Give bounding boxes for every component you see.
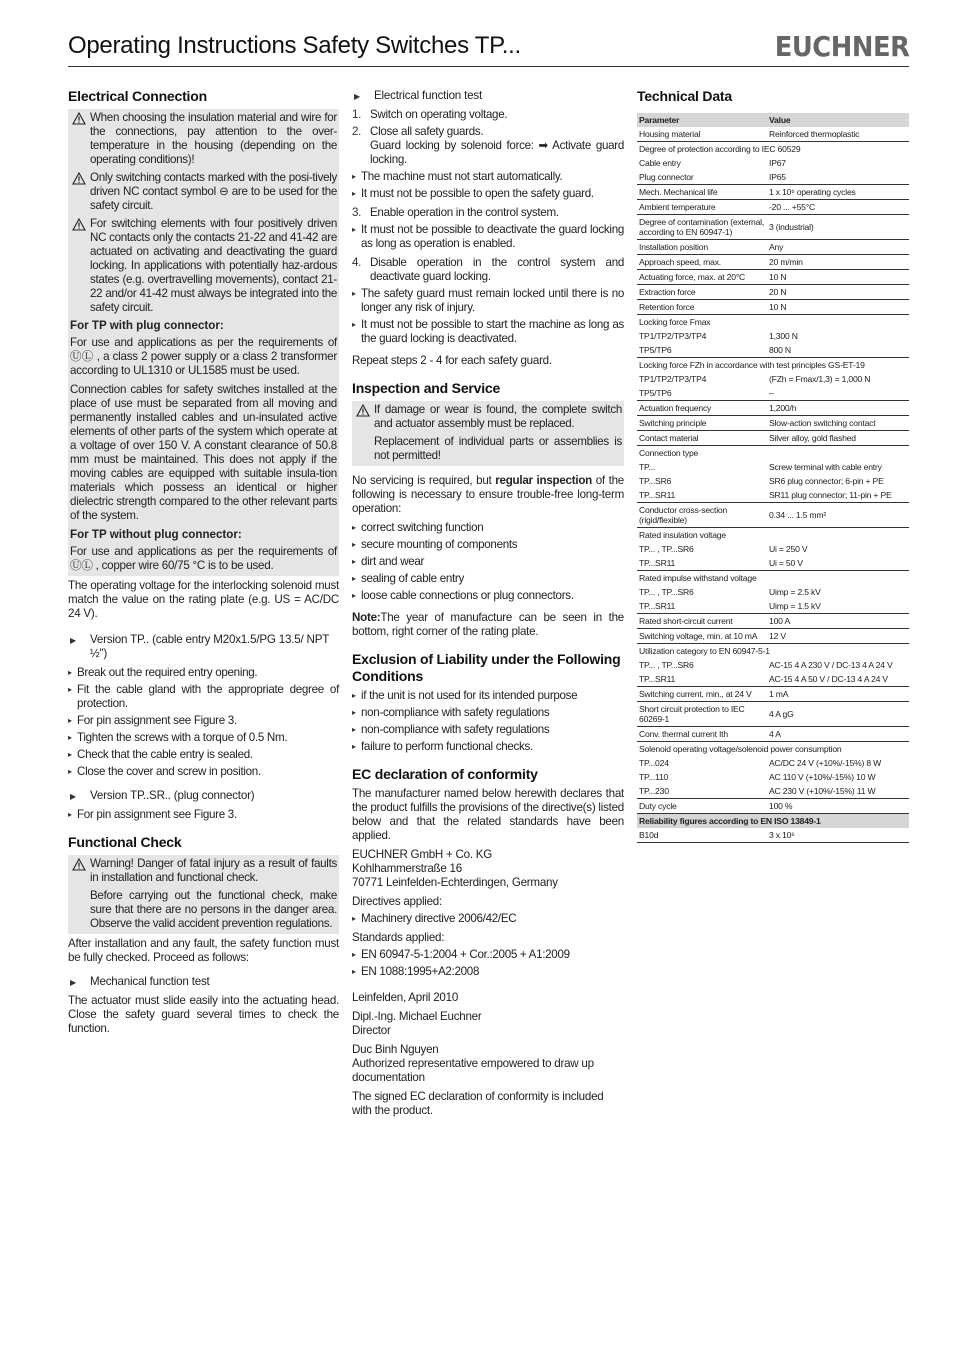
table-row	[637, 503, 909, 528]
warning-icon	[356, 404, 370, 417]
table-cell-parameter: TP...110	[639, 772, 669, 782]
table-cell-parameter: Degree of contamination (external, according to EN 60947-1)	[637, 215, 767, 240]
table-row	[637, 799, 909, 814]
list-item: ▸ correct switching function	[352, 521, 624, 535]
table-cell-value: Ui = 50 V	[767, 556, 909, 571]
address-line: Kohlhammerstraße 16	[352, 862, 462, 875]
table-cell-value: AC/DC 24 V (+10%/-15%) 8 W	[769, 758, 882, 768]
table-cell-value: 4 A	[767, 727, 909, 742]
technical-data-heading: Technical Data	[637, 88, 732, 104]
step-text: Close all safety guards.	[370, 125, 484, 138]
table-cell-value: (FZh = Fmax/1,3) = 1,000 N	[769, 374, 871, 384]
warning-note	[70, 217, 337, 315]
table-cell-value: Slow-action switching contact	[767, 416, 909, 431]
table-cell-value: Any	[767, 240, 909, 255]
table-cell-parameter: TP... , TP...SR6	[639, 587, 694, 597]
table-cell-parameter: Extraction force	[637, 285, 767, 300]
electrical-test-steps-4	[352, 256, 624, 284]
inspection-paragraph	[352, 474, 624, 516]
table-cell-value: 800 N	[767, 343, 909, 358]
standards-label: Standards applied:	[352, 931, 445, 944]
electrical-test-checks-1	[352, 170, 624, 201]
version-plug-connector: ▶ Version TP..SR.. (plug connector)	[68, 789, 339, 803]
list-item: ▸ Close the cover and screw in position.	[68, 765, 339, 779]
note-text: The year of manufacture can be seen in the bottom, right corner of the rating plate.	[352, 611, 624, 638]
table-group-cell: Connection type	[639, 448, 699, 458]
no-plug-paragraph: For use and applications as per the requirements of ⓊⓁ , copper wire 60/75 °C is to be used.	[70, 545, 337, 572]
table-cell-value: Ui = 250 V	[769, 544, 808, 554]
table-cell-value: -20 ... +55°C	[767, 200, 909, 215]
list-item: ▸ It must not be possible to deactivate the guard locking as long as operation is enabled.	[352, 223, 624, 251]
table-row	[637, 542, 909, 556]
warning-note	[70, 171, 337, 213]
warning-text: Replacement of individual parts or assemblies is not permitted!	[374, 435, 622, 462]
table-cell-value: AC-15 4 A 50 V / DC-13 4 A 24 V	[767, 672, 909, 687]
operating-voltage-paragraph: The operating voltage for the interlocking solenoid must match the value on the rating plate (e.g. US = AC/DC 24 V).	[68, 579, 339, 620]
table-cell-parameter: TP1/TP2/TP3/TP4	[639, 331, 707, 341]
list-item: ▸ sealing of cable entry	[352, 572, 624, 586]
table-group-cell: Degree of protection according to IEC 60529	[639, 144, 801, 154]
note-paragraph	[352, 611, 624, 639]
electrical-connection-heading: Electrical Connection	[68, 88, 207, 104]
table-row	[637, 644, 909, 659]
warning-note	[354, 403, 622, 431]
table-cell-parameter: TP...SR11	[637, 488, 767, 503]
ec-declaration-heading: EC declaration of conformity	[352, 766, 538, 782]
table-cell-parameter: Housing material	[637, 127, 767, 142]
signatory-name: Duc Binh Nguyen	[352, 1043, 439, 1056]
warning-text: If damage or wear is found, the complete switch and actuator assembly must be replaced.	[374, 403, 622, 430]
technical-data-table	[637, 113, 909, 843]
no-plug-subheading: For TP without plug connector:	[70, 528, 242, 541]
technical-data-body	[637, 113, 909, 843]
table-cell-parameter: TP...SR11	[637, 599, 767, 614]
inspection-text: of the following is necessary to ensure trouble-free long-term operation:	[352, 474, 625, 515]
table-cell-parameter: Conv. thermal current Ith	[637, 727, 767, 742]
table-cell-value: 100 %	[767, 799, 909, 814]
table-cell-parameter: TP... , TP...SR6	[639, 544, 694, 554]
list-item: ▸ non-compliance with safety regulations	[352, 723, 624, 737]
inspection-text: No servicing is required, but	[352, 474, 496, 487]
step-item	[352, 125, 624, 167]
list-item: ▸ The machine must not start automatically.	[352, 170, 624, 184]
directives-list	[352, 912, 624, 926]
table-cell-value: 1,200/h	[767, 401, 909, 416]
list-item: ▸ It must not be possible to start the machine as long as the guard locking is deactivated.	[352, 318, 624, 346]
list-item: ▸ loose cable connections or plug connectors.	[352, 589, 624, 603]
table-row	[637, 528, 909, 543]
table-row	[637, 127, 909, 142]
list-item: ▸ Fit the cable gland with the appropriate degree of protection.	[68, 683, 339, 711]
table-cell-value: 4 A gG	[767, 702, 909, 727]
table-cell-value: Reinforced thermoplastic	[767, 127, 909, 142]
declaration-final-note: The signed EC declaration of conformity is included with the product.	[352, 1090, 604, 1117]
page-header	[68, 30, 909, 67]
table-row	[637, 488, 909, 503]
inspection-list	[352, 521, 624, 603]
table-cell-parameter: TP...SR11	[637, 672, 767, 687]
table-row	[637, 474, 909, 488]
table-row	[637, 372, 909, 386]
plug-paragraph-1: For use and applications as per the requirements of ⓊⓁ , a class 2 power supply or a class 2 transformer according to UL1310 or UL1585 must be used.	[70, 336, 337, 377]
table-row	[637, 200, 909, 215]
table-cell-value: SR11 plug connector; 11-pin + PE	[767, 488, 909, 503]
table-cell-parameter: TP...SR11	[637, 556, 767, 571]
table-cell-value: –	[767, 386, 909, 401]
table-cell-value: AC 110 V (+10%/-15%) 10 W	[769, 772, 876, 782]
table-cell-value: 20 N	[767, 285, 909, 300]
table-row	[637, 215, 909, 240]
table-row	[637, 185, 909, 200]
table-row	[637, 599, 909, 614]
table-cell-parameter: Contact material	[637, 431, 767, 446]
table-cell-parameter: TP...024	[639, 758, 669, 768]
table-row	[637, 300, 909, 315]
signatory-name: Dipl.-Ing. Michael Euchner	[352, 1010, 482, 1023]
manufacturer-address	[352, 848, 624, 890]
table-group-cell: Reliability figures according to EN ISO 13849-1	[637, 814, 909, 829]
table-cell-parameter: TP...SR6	[639, 476, 672, 486]
table-cell-parameter: Rated short-circuit current	[637, 614, 767, 629]
table-row	[637, 446, 909, 461]
column-left	[68, 88, 339, 1041]
table-row	[637, 614, 909, 629]
ec-paragraph: The manufacturer named below herewith declares that the product fulfills the provisions of the directive(s) listed below and that the related standards have been applied.	[352, 787, 624, 842]
table-cell-parameter: Conductor cross-section (rigid/flexible)	[637, 503, 767, 528]
table-cell-value: SR6 plug connector; 6-pin + PE	[769, 476, 884, 486]
signatory-role: Authorized representative empowered to draw up documentation	[352, 1057, 594, 1084]
warning-text: Warning! Danger of fatal injury as a result of faults in installation and functional check.	[90, 857, 337, 884]
warning-icon	[72, 218, 86, 231]
list-item: ▸ EN 60947-5-1:2004 + Cor.:2005 + A1:2009	[352, 948, 624, 962]
list-item: ▸ The safety guard must remain locked until there is no longer any risk of injury.	[352, 287, 624, 315]
list-item: ▸ if the unit is not used for its intended purpose	[352, 689, 624, 703]
electrical-test-checks-3	[352, 287, 624, 346]
signatory-2	[352, 1043, 624, 1085]
table-cell-value: 12 V	[767, 629, 909, 644]
table-row	[637, 329, 909, 343]
list-item: ▸ For pin assignment see Figure 3.	[68, 714, 339, 728]
table-row	[637, 170, 909, 185]
table-row	[637, 343, 909, 358]
table-row	[637, 585, 909, 599]
table-row	[637, 658, 909, 672]
table-cell-parameter: TP...	[639, 462, 656, 472]
table-cell-value: 3 (industrial)	[767, 215, 909, 240]
note-label: Note:	[352, 611, 381, 624]
table-cell-parameter: TP1/TP2/TP3/TP4	[639, 374, 707, 384]
version-cable-entry: ▶ Version TP.. (cable entry M20x1.5/PG 13.5/ NPT ½")	[68, 633, 339, 661]
table-row	[637, 255, 909, 270]
table-cell-value: 1 x 10⁶ operating cycles	[767, 185, 909, 200]
table-cell-parameter: Duty cycle	[637, 799, 767, 814]
inspection-warning-box	[352, 401, 624, 466]
table-group-cell: Solenoid operating voltage/solenoid power consumption	[639, 744, 842, 754]
warning-note	[354, 435, 622, 463]
warning-text: When choosing the insulation material and wire for the connections, pay attention to the over-temperature in the housing (depending on the operating conditions)!	[90, 111, 337, 166]
electrical-test-steps-3	[352, 206, 624, 220]
table-group-cell: Utilization category to EN 60947-5-1	[639, 646, 770, 656]
directives-label: Directives applied:	[352, 895, 442, 908]
table-row	[637, 672, 909, 687]
table-cell-value: IP67	[769, 158, 786, 168]
table-group-cell: Rated insulation voltage	[639, 530, 726, 540]
step-text: Guard locking by solenoid force: ➡ Activate guard locking.	[370, 139, 624, 166]
warning-text: Before carrying out the functional check, make sure that there are no persons in the danger area. Observe the valid accident prevention regulations.	[90, 889, 337, 930]
table-cell-parameter: TP... , TP...SR6	[639, 660, 694, 670]
electrical-test-item: ▶ Electrical function test	[352, 89, 624, 103]
table-row	[637, 240, 909, 255]
table-cell-value: AC 230 V (+10%/-15%) 11 W	[767, 784, 909, 799]
column-middle	[352, 88, 624, 1123]
step-item: 3. Enable operation in the control system.	[352, 206, 624, 220]
table-cell-value: 0.34 ... 1.5 mm²	[767, 503, 909, 528]
list-item: ▸ secure mounting of components	[352, 538, 624, 552]
table-cell-parameter: Installation position	[637, 240, 767, 255]
inspection-bold: regular inspection	[495, 474, 592, 487]
table-row	[637, 401, 909, 416]
table-cell-value: 3 x 10⁶	[767, 828, 909, 843]
list-item: ▸ Break out the required entry opening.	[68, 666, 339, 680]
table-row	[637, 702, 909, 727]
table-cell-value: 10 N	[767, 270, 909, 285]
warning-note	[70, 857, 337, 885]
list-item: ▸ Check that the cable entry is sealed.	[68, 748, 339, 762]
table-group-cell: Locking force Fmax	[639, 317, 711, 327]
warning-icon	[72, 172, 86, 185]
electrical-test-steps	[352, 108, 624, 167]
step-item: 1. Switch on operating voltage.	[352, 108, 624, 122]
step-item: 4. Disable operation in the control system and deactivate guard locking.	[352, 256, 624, 284]
list-item: ▸ dirt and wear	[352, 555, 624, 569]
table-row	[637, 142, 909, 157]
table-row	[637, 784, 909, 799]
plug-connector-subheading: For TP with plug connector:	[70, 319, 224, 332]
table-cell-parameter: Short circuit protection to IEC 60269-1	[637, 702, 767, 727]
table-row	[637, 770, 909, 784]
list-item: ▸ For pin assignment see Figure 3.	[68, 808, 339, 822]
column-header-value: Value	[767, 113, 909, 127]
table-cell-parameter: Plug connector	[637, 170, 767, 185]
inspection-heading: Inspection and Service	[352, 380, 501, 396]
table-row	[637, 431, 909, 446]
plug-paragraph-2: Connection cables for safety switches installed at the place of use must be separated from all moving and permanently installed cables and un-insulated active elements of other parts of the system which operate at a voltage of over 150 V. A constant clearance of 50.8 mm must be maintained. This does not apply if the moving cables are equipped with suitable insula-tion materials which possess an identical or higher dielectric strength compared to the other relevant parts of the system.	[70, 383, 337, 522]
euchner-logo: EUCHNER	[774, 30, 909, 63]
list-item: ▸ Tighten the screws with a torque of 0.5 Nm.	[68, 731, 339, 745]
table-row	[637, 156, 909, 170]
table-group-cell: Rated impulse withstand voltage	[639, 573, 757, 583]
table-cell-value: Silver alloy, gold flashed	[767, 431, 909, 446]
list-item: ▸ Machinery directive 2006/42/EC	[352, 912, 624, 926]
table-header-row	[637, 113, 909, 127]
table-row	[637, 358, 909, 373]
table-row	[637, 416, 909, 431]
table-cell-parameter: Switching principle	[637, 416, 767, 431]
table-cell-value: 1 mA	[767, 687, 909, 702]
list-item: ▸ It must not be possible to open the safety guard.	[352, 187, 624, 201]
list-item: ▸ failure to perform functional checks.	[352, 740, 624, 754]
column-right	[637, 88, 909, 843]
table-cell-value: IP65	[767, 170, 909, 185]
table-row	[637, 285, 909, 300]
cable-entry-steps	[68, 666, 339, 779]
table-row	[637, 571, 909, 586]
table-cell-parameter: Switching voltage, min. at 10 mA	[637, 629, 767, 644]
column-header-parameter: Parameter	[637, 113, 767, 127]
warning-text: For switching elements with four positively driven NC contacts only the contacts 21-22 and 41-42 are actuated on activating and deactivating the guard locking. In applications with potentially haz-ardous states (e.g. overtravelling movements), contact 21-22 and/or 41-42 must always be integrated into the safety circuit.	[90, 217, 337, 314]
table-cell-parameter: Ambient temperature	[637, 200, 767, 215]
signatory-1	[352, 1010, 624, 1038]
table-cell-value: 100 A	[767, 614, 909, 629]
liability-list	[352, 689, 624, 754]
table-group-cell: Locking force FZh in accordance with test principles GS-ET-19	[639, 360, 865, 370]
table-row	[637, 629, 909, 644]
repeat-steps-text: Repeat steps 2 - 4 for each safety guard.	[352, 354, 552, 367]
table-row	[637, 386, 909, 401]
table-row	[637, 727, 909, 742]
list-item: ▸ EN 1088:1995+A2:2008	[352, 965, 624, 979]
electrical-test-checks-2	[352, 223, 624, 251]
table-cell-value: 10 N	[767, 300, 909, 315]
address-line: EUCHNER GmbH + Co. KG	[352, 848, 493, 861]
table-cell-parameter: Actuation frequency	[637, 401, 767, 416]
functional-check-heading: Functional Check	[68, 834, 182, 850]
page-title: Operating Instructions Safety Switches TP...	[68, 32, 521, 59]
table-row	[637, 814, 909, 829]
table-row	[637, 756, 909, 770]
table-row	[637, 828, 909, 843]
table-cell-value: 1,300 N	[769, 331, 798, 341]
signatory-role: Director	[352, 1024, 391, 1037]
table-row	[637, 742, 909, 757]
table-cell-parameter: B10d	[637, 828, 767, 843]
functional-paragraph-2: The actuator must slide easily into the actuating head. Close the safety guard several times to check the function.	[68, 994, 339, 1035]
functional-paragraph-1: After installation and any fault, the safety function must be fully checked. Proceed as follows:	[68, 937, 339, 964]
table-cell-parameter: Switching current, min., at 24 V	[637, 687, 767, 702]
table-row	[637, 270, 909, 285]
table-cell-parameter: TP...230	[637, 784, 767, 799]
table-cell-parameter: TP5/TP6	[637, 386, 767, 401]
address-line: 70771 Leinfelden-Echterdingen, Germany	[352, 876, 558, 889]
table-cell-parameter: Cable entry	[639, 158, 681, 168]
table-cell-value: Screw terminal with cable entry	[769, 462, 882, 472]
liability-heading: Exclusion of Liability under the Following Conditions	[352, 651, 621, 684]
standards-list	[352, 948, 624, 979]
mechanical-test-item: ▶ Mechanical function test	[68, 975, 339, 989]
table-cell-value: Uimp = 1.5 kV	[767, 599, 909, 614]
warning-icon	[72, 858, 86, 871]
table-row	[637, 687, 909, 702]
warning-icon	[72, 112, 86, 125]
table-row	[637, 460, 909, 474]
electrical-warnings-box	[68, 109, 339, 576]
table-cell-value: 20 m/min	[767, 255, 909, 270]
table-cell-parameter: TP5/TP6	[637, 343, 767, 358]
table-cell-parameter: Approach speed, max.	[637, 255, 767, 270]
table-cell-value: Uimp = 2.5 kV	[769, 587, 821, 597]
table-cell-parameter: Retention force	[637, 300, 767, 315]
table-row	[637, 315, 909, 330]
functional-warnings-box	[68, 855, 339, 934]
table-cell-value: AC-15 4 A 230 V / DC-13 4 A 24 V	[769, 660, 893, 670]
table-row	[637, 556, 909, 571]
declaration-place-date: Leinfelden, April 2010	[352, 991, 459, 1004]
warning-text: Only switching contacts marked with the posi-tively driven NC contact symbol ⊖ are to be used for the safety circuit.	[90, 171, 337, 212]
table-cell-parameter: Actuating force, max. at 20°C	[637, 270, 767, 285]
list-item: ▸ non-compliance with safety regulations	[352, 706, 624, 720]
warning-note	[70, 889, 337, 931]
plug-connector-steps	[68, 808, 339, 822]
table-cell-parameter: Mech. Mechanical life	[637, 185, 767, 200]
warning-note	[70, 111, 337, 167]
